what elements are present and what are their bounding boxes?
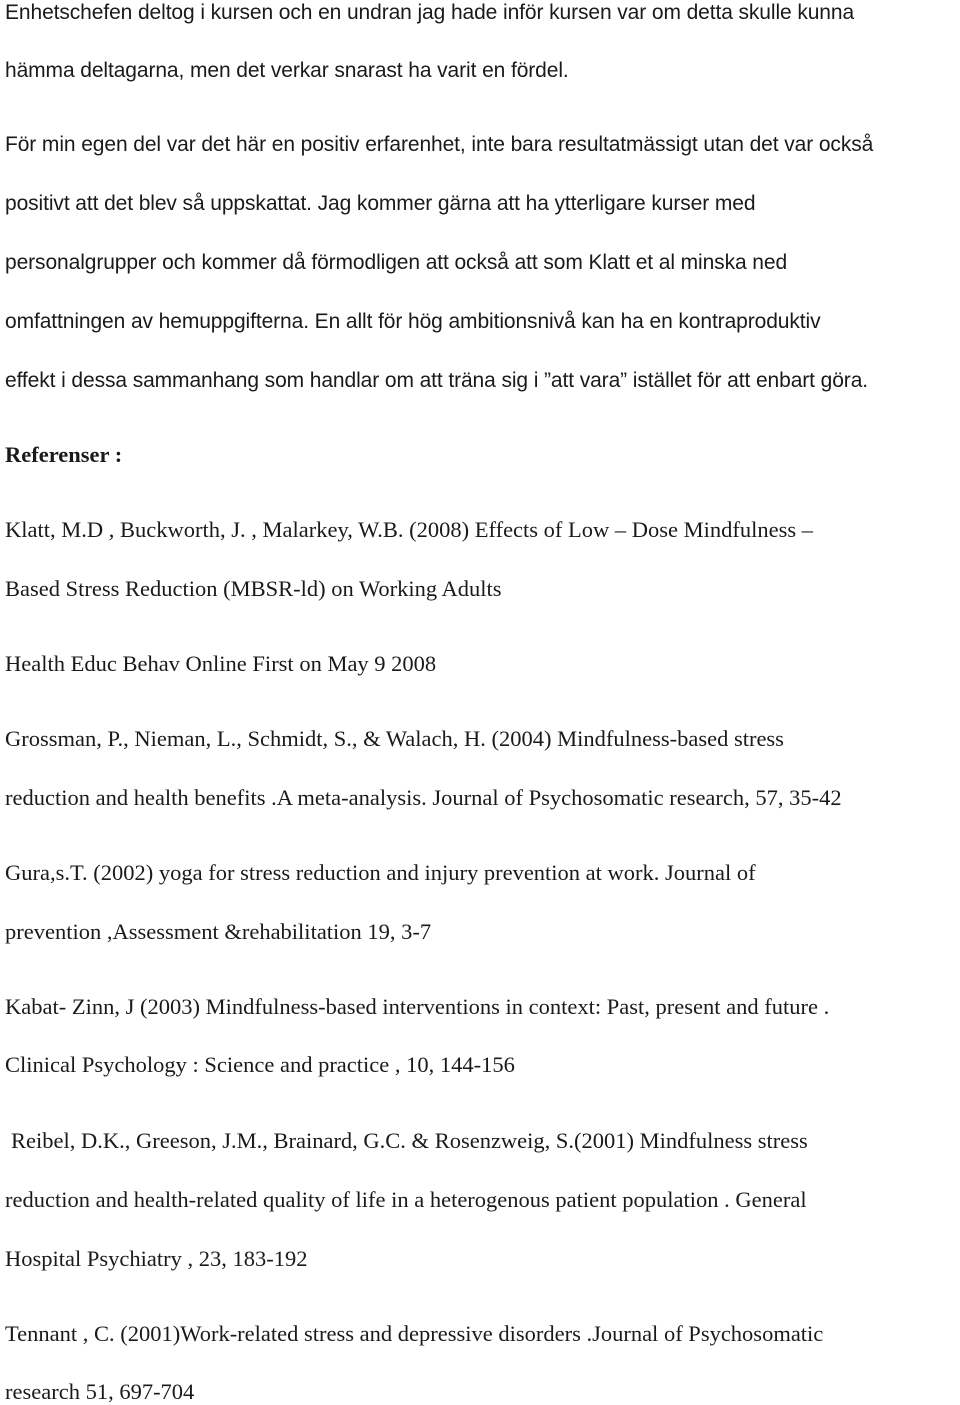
body-text-line: effekt i dessa sammanhang som handlar om att träna sig i ”att vara” istället för att enbart göra. [5,369,869,392]
reference-line: Gura,s.T. (2002) yoga for stress reduction and injury prevention at work. Journal of [5,860,756,885]
reference-line: Tennant , C. (2001)Work-related stress and depressive disorders .Journal of Psychosomatic [5,1321,824,1346]
reference-line: prevention ,Assessment &rehabilitation 19, 3-7 [5,919,432,944]
reference-line: Grossman, P., Nieman, L., Schmidt, S., & Walach, H. (2004) Mindfulness-based stress [5,726,784,751]
references-heading: Referenser : [5,442,123,467]
reference-line: Klatt, M.D , Buckworth, J. , Malarkey, W.B. (2008) Effects of Low – Dose Mindfulness – [5,517,814,542]
reference-line: Hospital Psychiatry , 23, 183-192 [5,1246,308,1271]
reference-line: Based Stress Reduction (MBSR-ld) on Working Adults [5,576,502,601]
body-text-line: omfattningen av hemuppgifterna. En allt för hög ambitionsnivå kan ha en kontraproduktiv [5,310,821,333]
reference-line: reduction and health-related quality of life in a heterogenous patient population . General [5,1187,807,1212]
reference-line: Clinical Psychology : Science and practice , 10, 144-156 [5,1052,515,1077]
body-text-line: hämma deltagarna, men det verkar snarast ha varit en fördel. [5,59,569,82]
reference-line: Reibel, D.K., Greeson, J.M., Brainard, G.C. & Rosenzweig, S.(2001) Mindfulness stress [11,1128,808,1153]
reference-line: Health Educ Behav Online First on May 9 2008 [5,651,437,676]
body-text-line: personalgrupper och kommer då förmodligen att också att som Klatt et al minska ned [5,251,788,274]
body-text-line: För min egen del var det här en positiv erfarenhet, inte bara resultatmässigt utan det var också [5,133,874,156]
body-text-line: Enhetschefen deltog i kursen och en undran jag hade inför kursen var om detta skulle kunna [5,1,855,24]
reference-line: reduction and health benefits .A meta-analysis. Journal of Psychosomatic research, 57, 35-42 [5,785,842,810]
body-text-line: positivt att det blev så uppskattat. Jag kommer gärna att ha ytterligare kurser med [5,192,756,215]
reference-line: Kabat- Zinn, J (2003) Mindfulness-based interventions in context: Past, present and future . [5,994,830,1019]
reference-line: research 51, 697-704 [5,1379,195,1404]
